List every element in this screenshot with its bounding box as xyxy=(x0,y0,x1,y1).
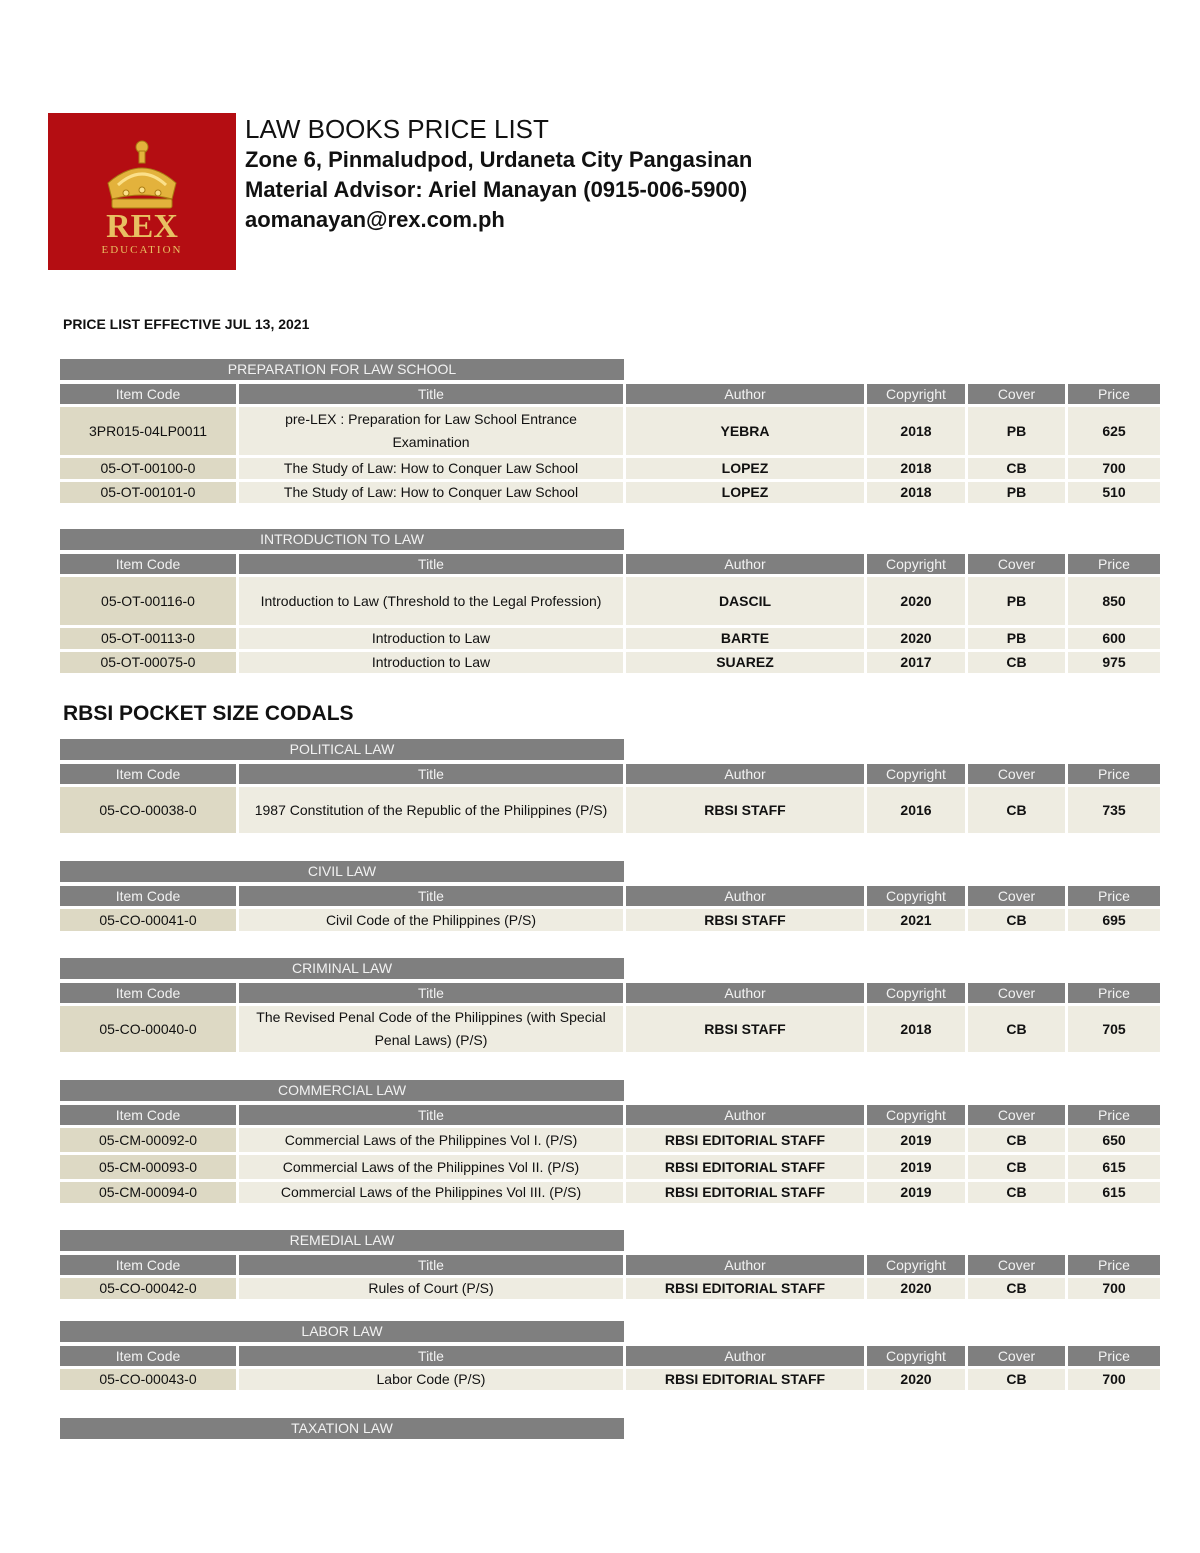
cell-author: RBSI EDITORIAL STAFF xyxy=(626,1369,864,1390)
cell-author: BARTE xyxy=(626,628,864,649)
section-title: TAXATION LAW xyxy=(60,1418,624,1439)
column-header-cover: Cover xyxy=(968,886,1065,906)
table-row xyxy=(60,652,1161,673)
cell-cover: PB xyxy=(968,407,1065,455)
material-advisor: Material Advisor: Ariel Manayan (0915-006-5900) xyxy=(245,177,748,202)
column-header-title: Title xyxy=(239,1105,623,1125)
column-header-price: Price xyxy=(1068,384,1160,404)
column-header-item-code: Item Code xyxy=(60,554,236,574)
column-header-cover: Cover xyxy=(968,983,1065,1003)
cell-cover: CB xyxy=(968,1278,1065,1299)
cell-item-code: 05-CO-00038-0 xyxy=(60,787,236,833)
cell-item-code: 05-OT-00101-0 xyxy=(60,482,236,503)
cell-price: 695 xyxy=(1068,909,1160,931)
column-header-author: Author xyxy=(626,1255,864,1275)
cell-price: 735 xyxy=(1068,787,1160,833)
column-header-item-code: Item Code xyxy=(60,983,236,1003)
column-header-author: Author xyxy=(626,1105,864,1125)
cell-copyright: 2018 xyxy=(867,407,965,455)
rex-education-logo xyxy=(48,113,236,270)
cell-copyright: 2016 xyxy=(867,787,965,833)
column-header-cover: Cover xyxy=(968,554,1065,574)
column-header-item-code: Item Code xyxy=(60,1105,236,1125)
table-row xyxy=(60,1128,1161,1152)
table-row xyxy=(60,458,1161,479)
section-table xyxy=(60,529,1161,676)
section-table xyxy=(60,1080,1161,1206)
column-header-copyright: Copyright xyxy=(867,764,965,784)
column-header-title: Title xyxy=(239,764,623,784)
section-table xyxy=(60,861,1161,934)
cell-copyright: 2019 xyxy=(867,1155,965,1179)
column-header-price: Price xyxy=(1068,983,1160,1003)
cell-author: RBSI STAFF xyxy=(626,909,864,931)
section-title: CRIMINAL LAW xyxy=(60,958,624,979)
cell-author: RBSI EDITORIAL STAFF xyxy=(626,1182,864,1203)
cell-copyright: 2020 xyxy=(867,1278,965,1299)
section-title: POLITICAL LAW xyxy=(60,739,624,760)
cell-author: YEBRA xyxy=(626,407,864,455)
cell-author: DASCIL xyxy=(626,577,864,625)
codals-heading: RBSI POCKET SIZE CODALS xyxy=(63,702,354,725)
cell-copyright: 2021 xyxy=(867,909,965,931)
cell-cover: CB xyxy=(968,787,1065,833)
column-header-price: Price xyxy=(1068,1346,1160,1366)
column-header-copyright: Copyright xyxy=(867,886,965,906)
table-row xyxy=(60,577,1161,625)
column-header-price: Price xyxy=(1068,764,1160,784)
cell-price: 700 xyxy=(1068,458,1160,479)
column-header-copyright: Copyright xyxy=(867,384,965,404)
table-row xyxy=(60,482,1161,503)
cell-copyright: 2019 xyxy=(867,1128,965,1152)
cell-item-code: 05-CM-00094-0 xyxy=(60,1182,236,1203)
column-header-price: Price xyxy=(1068,886,1160,906)
cell-copyright: 2017 xyxy=(867,652,965,673)
cell-author: RBSI STAFF xyxy=(626,787,864,833)
cell-author: RBSI EDITORIAL STAFF xyxy=(626,1278,864,1299)
cell-author: RBSI STAFF xyxy=(626,1006,864,1052)
header-row xyxy=(60,764,1161,784)
column-header-author: Author xyxy=(626,1346,864,1366)
cell-item-code: 05-CM-00092-0 xyxy=(60,1128,236,1152)
column-header-author: Author xyxy=(626,886,864,906)
cell-price: 615 xyxy=(1068,1155,1160,1179)
cell-price: 705 xyxy=(1068,1006,1160,1052)
column-header-cover: Cover xyxy=(968,384,1065,404)
section-table xyxy=(60,359,1161,506)
column-header-copyright: Copyright xyxy=(867,1346,965,1366)
cell-cover: CB xyxy=(968,1369,1065,1390)
cell-item-code: 05-CO-00042-0 xyxy=(60,1278,236,1299)
table-row xyxy=(60,1006,1161,1052)
cell-author: LOPEZ xyxy=(626,482,864,503)
column-header-title: Title xyxy=(239,1346,623,1366)
cell-cover: CB xyxy=(968,1006,1065,1052)
section-table xyxy=(60,1321,1161,1393)
column-header-item-code: Item Code xyxy=(60,764,236,784)
section-table xyxy=(60,739,1161,836)
address: Zone 6, Pinmaludpod, Urdaneta City Pangasinan xyxy=(245,147,753,172)
column-header-price: Price xyxy=(1068,554,1160,574)
cell-title: Introduction to Law xyxy=(239,652,623,673)
cell-author: RBSI EDITORIAL STAFF xyxy=(626,1128,864,1152)
column-header-author: Author xyxy=(626,983,864,1003)
cell-author: LOPEZ xyxy=(626,458,864,479)
cell-copyright: 2020 xyxy=(867,628,965,649)
cell-item-code: 3PR015-04LP0011 xyxy=(60,407,236,455)
cell-item-code: 05-CO-00041-0 xyxy=(60,909,236,931)
header-row xyxy=(60,384,1161,404)
section-title: REMEDIAL LAW xyxy=(60,1230,624,1251)
column-header-title: Title xyxy=(239,983,623,1003)
cell-price: 700 xyxy=(1068,1278,1160,1299)
cell-item-code: 05-CO-00043-0 xyxy=(60,1369,236,1390)
cell-title: Commercial Laws of the Philippines Vol I. (P/S) xyxy=(239,1128,623,1152)
table-row xyxy=(60,787,1161,833)
cell-item-code: 05-OT-00113-0 xyxy=(60,628,236,649)
cell-copyright: 2019 xyxy=(867,1182,965,1203)
column-header-copyright: Copyright xyxy=(867,983,965,1003)
cell-item-code: 05-CM-00093-0 xyxy=(60,1155,236,1179)
logo-text: REX xyxy=(106,208,178,245)
crown-icon xyxy=(108,141,176,208)
section-title: LABOR LAW xyxy=(60,1321,624,1342)
cell-price: 600 xyxy=(1068,628,1160,649)
cell-cover: CB xyxy=(968,458,1065,479)
cell-price: 625 xyxy=(1068,407,1160,455)
document-header xyxy=(245,113,752,235)
cell-cover: PB xyxy=(968,628,1065,649)
cell-cover: CB xyxy=(968,909,1065,931)
cell-cover: PB xyxy=(968,482,1065,503)
cell-title: 1987 Constitution of the Republic of the Philippines (P/S) xyxy=(239,787,623,833)
cell-title: Rules of Court (P/S) xyxy=(239,1278,623,1299)
cell-price: 975 xyxy=(1068,652,1160,673)
cell-cover: CB xyxy=(968,1128,1065,1152)
email: aomanayan@rex.com.ph xyxy=(245,207,505,232)
cell-title: Introduction to Law (Threshold to the Legal Profession) xyxy=(239,577,623,625)
header-row xyxy=(60,1255,1161,1275)
column-header-item-code: Item Code xyxy=(60,384,236,404)
cell-title: The Study of Law: How to Conquer Law School xyxy=(239,482,623,503)
column-header-cover: Cover xyxy=(968,1346,1065,1366)
cell-item-code: 05-OT-00116-0 xyxy=(60,577,236,625)
cell-copyright: 2018 xyxy=(867,1006,965,1052)
cell-cover: CB xyxy=(968,1155,1065,1179)
header-row xyxy=(60,1105,1161,1125)
logo-subtext: EDUCATION xyxy=(101,244,183,256)
section-title: COMMERCIAL LAW xyxy=(60,1080,624,1101)
cell-author: RBSI EDITORIAL STAFF xyxy=(626,1155,864,1179)
cell-title: The Revised Penal Code of the Philippines (with Special Penal Laws) (P/S) xyxy=(239,1006,623,1052)
header-row xyxy=(60,886,1161,906)
table-row xyxy=(60,1278,1161,1299)
cell-item-code: 05-OT-00100-0 xyxy=(60,458,236,479)
page-title: LAW BOOKS PRICE LIST xyxy=(245,114,549,144)
table-row xyxy=(60,1182,1161,1203)
cell-cover: PB xyxy=(968,577,1065,625)
column-header-cover: Cover xyxy=(968,1105,1065,1125)
cell-author: SUAREZ xyxy=(626,652,864,673)
column-header-copyright: Copyright xyxy=(867,554,965,574)
cell-title: Commercial Laws of the Philippines Vol II. (P/S) xyxy=(239,1155,623,1179)
cell-cover: CB xyxy=(968,652,1065,673)
section-title: CIVIL LAW xyxy=(60,861,624,882)
column-header-title: Title xyxy=(239,886,623,906)
table-row xyxy=(60,628,1161,649)
table-row xyxy=(60,1369,1161,1390)
column-header-price: Price xyxy=(1068,1105,1160,1125)
effective-date: PRICE LIST EFFECTIVE JUL 13, 2021 xyxy=(63,316,310,332)
header-row xyxy=(60,554,1161,574)
cell-price: 615 xyxy=(1068,1182,1160,1203)
cell-title: Civil Code of the Philippines (P/S) xyxy=(239,909,623,931)
column-header-cover: Cover xyxy=(968,764,1065,784)
table-row xyxy=(60,909,1161,931)
column-header-author: Author xyxy=(626,764,864,784)
cell-price: 700 xyxy=(1068,1369,1160,1390)
section-title: INTRODUCTION TO LAW xyxy=(60,529,624,550)
header-row xyxy=(60,1346,1161,1366)
column-header-cover: Cover xyxy=(968,1255,1065,1275)
table-row xyxy=(60,407,1161,455)
column-header-item-code: Item Code xyxy=(60,1346,236,1366)
cell-copyright: 2020 xyxy=(867,1369,965,1390)
cell-copyright: 2018 xyxy=(867,458,965,479)
cell-title: pre-LEX : Preparation for Law School Entrance Examination xyxy=(239,407,623,455)
cell-title: Labor Code (P/S) xyxy=(239,1369,623,1390)
column-header-title: Title xyxy=(239,554,623,574)
section-table xyxy=(60,1418,1161,1443)
table-row xyxy=(60,1155,1161,1179)
cell-title: The Study of Law: How to Conquer Law School xyxy=(239,458,623,479)
header-row xyxy=(60,983,1161,1003)
cell-title: Introduction to Law xyxy=(239,628,623,649)
cell-item-code: 05-OT-00075-0 xyxy=(60,652,236,673)
cell-item-code: 05-CO-00040-0 xyxy=(60,1006,236,1052)
section-table xyxy=(60,958,1161,1055)
cell-title: Commercial Laws of the Philippines Vol III. (P/S) xyxy=(239,1182,623,1203)
cell-price: 850 xyxy=(1068,577,1160,625)
section-title: PREPARATION FOR LAW SCHOOL xyxy=(60,359,624,380)
column-header-title: Title xyxy=(239,1255,623,1275)
cell-price: 650 xyxy=(1068,1128,1160,1152)
column-header-copyright: Copyright xyxy=(867,1105,965,1125)
column-header-copyright: Copyright xyxy=(867,1255,965,1275)
section-table xyxy=(60,1230,1161,1302)
cell-price: 510 xyxy=(1068,482,1160,503)
cell-copyright: 2018 xyxy=(867,482,965,503)
cell-cover: CB xyxy=(968,1182,1065,1203)
cell-copyright: 2020 xyxy=(867,577,965,625)
column-header-author: Author xyxy=(626,554,864,574)
column-header-author: Author xyxy=(626,384,864,404)
column-header-price: Price xyxy=(1068,1255,1160,1275)
column-header-item-code: Item Code xyxy=(60,886,236,906)
column-header-item-code: Item Code xyxy=(60,1255,236,1275)
column-header-title: Title xyxy=(239,384,623,404)
